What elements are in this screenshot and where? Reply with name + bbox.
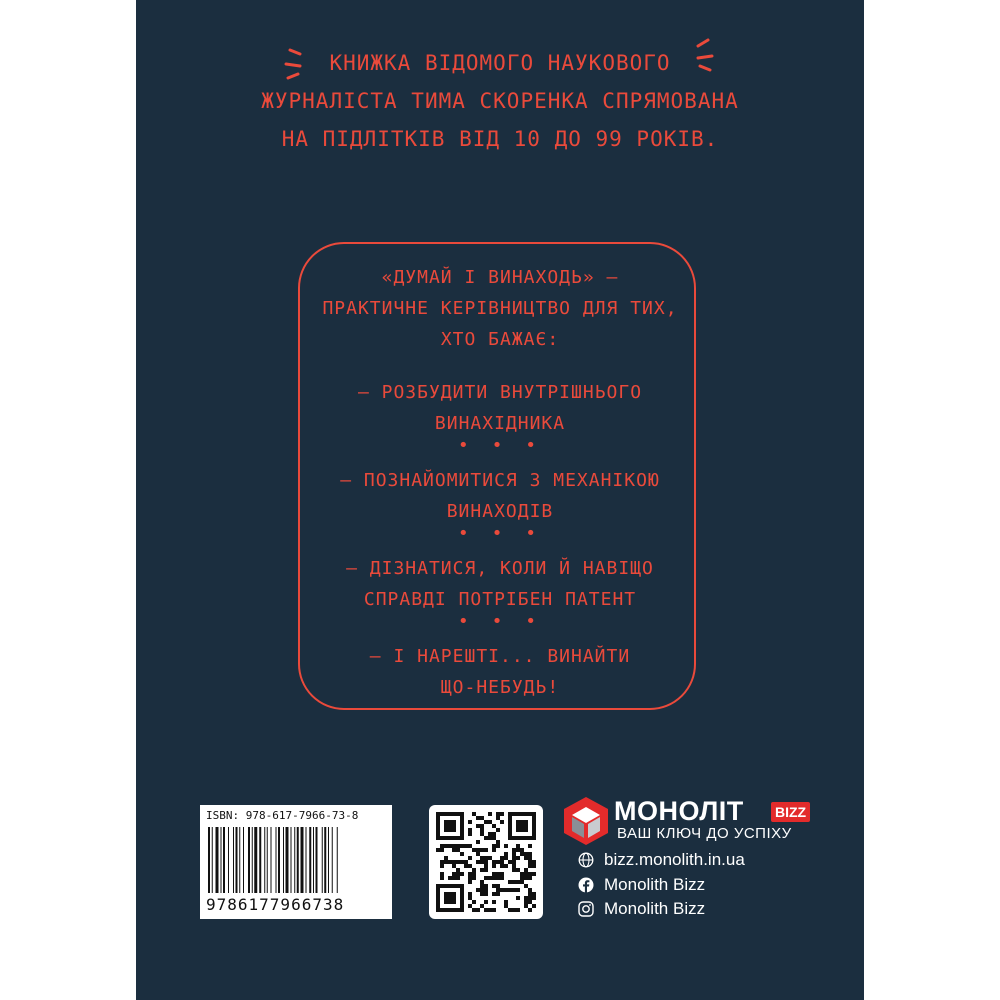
barcode — [200, 805, 392, 919]
separator-dots: • • • — [457, 435, 543, 456]
list-item-line: – РОЗБУДИТИ ВНУТРІШНЬОГО — [357, 382, 643, 403]
frame-heading-line: ХТО БАЖАЄ: — [440, 329, 560, 350]
intro-line: НА ПІДЛІТКІВ ВІД 10 ДО 99 РОКІВ. — [281, 127, 719, 151]
barcode-bars — [206, 827, 386, 895]
contact-facebook — [578, 874, 705, 896]
frame-heading-line: «ДУМАЙ І ВИНАХОДЬ» — — [381, 267, 619, 288]
publisher-name: МОНОЛІТ — [614, 796, 744, 826]
book-back-cover — [136, 0, 864, 1000]
list-item-line: – ДІЗНАТИСЯ, КОЛИ Й НАВІЩО — [346, 558, 654, 579]
list-item-line: ВИНАХІДНИКА — [434, 413, 566, 434]
intro-line: КНИЖКА ВІДОМОГО НАУКОВОГО — [329, 51, 671, 75]
intro-line: ЖУРНАЛІСТА ТИМА СКОРЕНКА СПРЯМОВАНА — [261, 89, 739, 113]
isbn-label: ISBN: 978-617-7966-73-8 — [206, 809, 359, 822]
contact-text: Monolith Bizz — [604, 899, 706, 918]
contact-text: bizz.monolith.in.ua — [604, 850, 745, 869]
frame-heading-line: ПРАКТИЧНЕ КЕРІВНИЦТВО ДЛЯ ТИХ, — [322, 298, 678, 319]
barcode-digits: 9786177966738 — [206, 895, 345, 914]
list-item-line: ВИНАХОДІВ — [446, 501, 554, 522]
contact-text: Monolith Bizz — [604, 875, 706, 894]
instagram-icon — [578, 901, 594, 917]
separator-dots: • • • — [457, 611, 543, 632]
publisher-badge: BIZZ — [771, 802, 810, 822]
contact-instagram — [578, 898, 705, 920]
list-item-line: ЩО-НЕБУДЬ! — [440, 677, 560, 698]
intro-text — [136, 44, 864, 158]
publisher-tagline: ВАШ КЛЮЧ ДО УСПІХУ — [617, 825, 792, 842]
frame-content — [136, 262, 864, 703]
monolith-logo-icon — [562, 795, 610, 847]
list-item-line: – ПОЗНАЙОМИТИСЯ З МЕХАНІКОЮ — [340, 470, 660, 491]
facebook-icon — [578, 877, 594, 893]
qr-code — [429, 805, 543, 919]
globe-icon — [578, 852, 594, 868]
separator-dots: • • • — [457, 523, 543, 544]
list-item-line: СПРАВДІ ПОТРІБЕН ПАТЕНТ — [363, 589, 637, 610]
qr-code-icon — [436, 812, 536, 912]
list-item-line: – І НАРЕШТІ... ВИНАЙТИ — [369, 646, 631, 667]
contact-website — [578, 849, 745, 871]
